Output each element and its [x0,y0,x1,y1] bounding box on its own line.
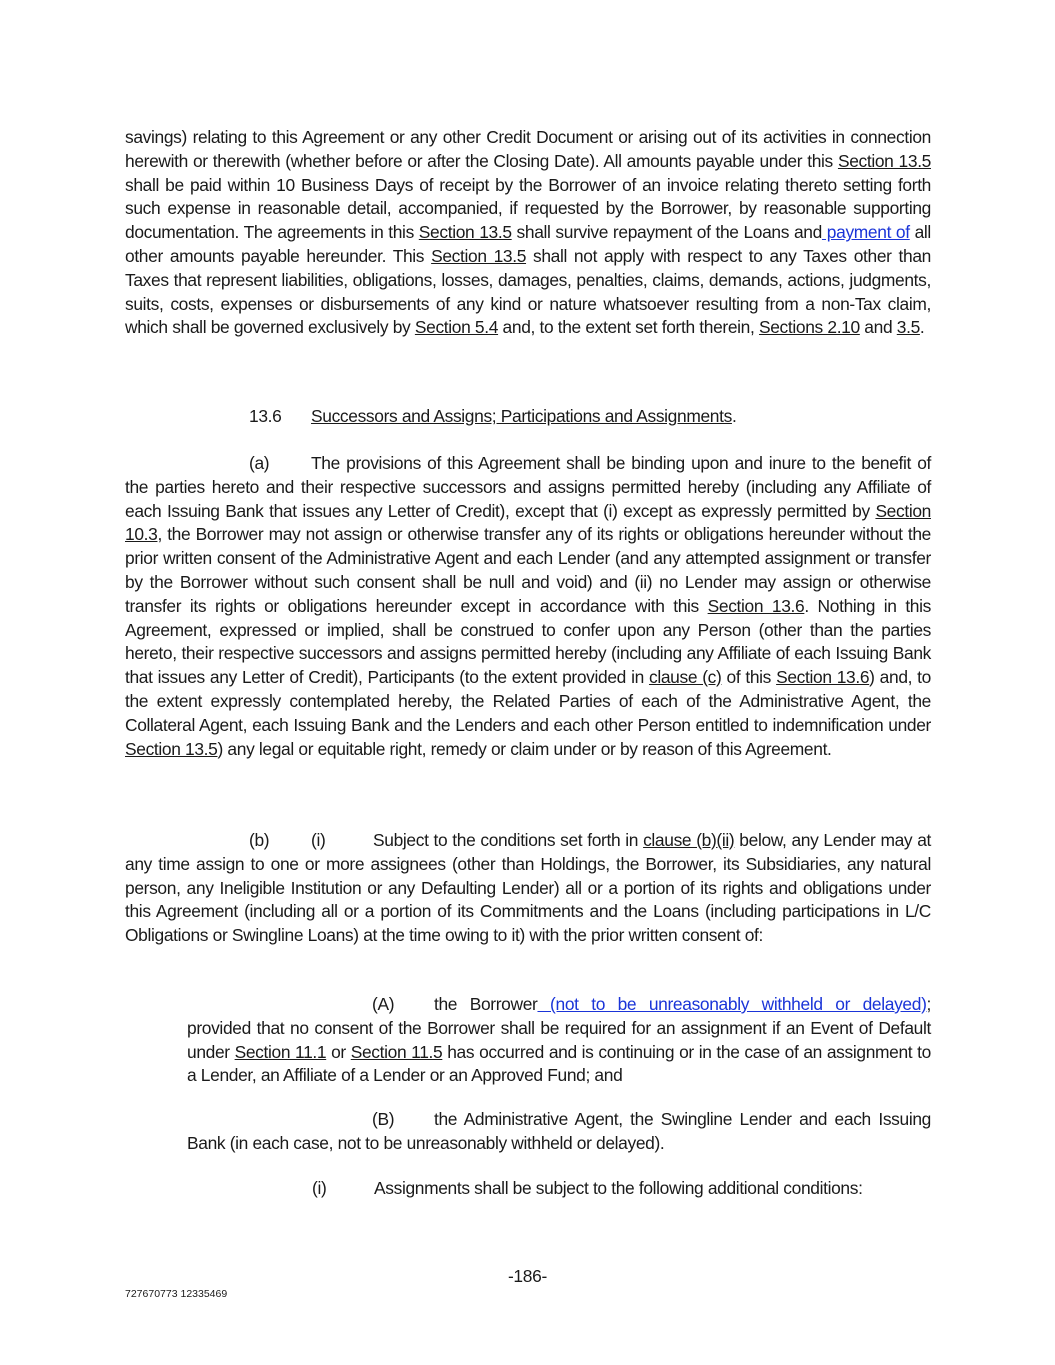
clause-ref: clause (b) [643,830,717,850]
page-number: -186- [507,1266,548,1286]
section-ref: Section 11.5 [350,1041,443,1062]
document-id: 727670773 12335469 [125,1288,228,1300]
paragraph-13-6-b-i-A: (A) the Borrower (not to be unreasonably withheld or delayed); provided that no consent of the Borrower shall be required for an assignment if an Event of Default under Section 11.1 or Section 11.5 has occurred and is continuing or in the case of an assignment to a Lender, an Affiliate of a Lender or an Approved Fund; and [187,994,931,1086]
clause-label: (A) [372,994,395,1014]
section-ref: Section 13.6 [707,595,805,616]
section-ref: Section 13.5 [431,245,527,266]
section-ref: Section 11.1 [234,1041,327,1062]
section-ref: Section 10.3 [125,500,931,545]
clause-label: (i) [312,1178,327,1198]
clause-label: (a) [249,453,270,473]
section-ref: Section 5.4 [414,317,499,338]
section-ref: 3.5 [896,317,920,338]
section-ref: Section 13.5 [125,738,218,759]
section-ref: Sections 2.10 [758,317,860,338]
section-ref: Section 13.5 [418,222,512,243]
paragraph-13-6-b-ii: (i) Assignments shall be subject to the following additional conditions: [187,1177,931,1201]
clause-label: (b) [249,830,270,850]
clause-ref: clause (c) [648,667,722,688]
section-heading-13-6: 13.6 Successors and Assigns; Participations and Assignments. [249,406,737,426]
clause-label: (B) [372,1109,395,1129]
paragraph-13-6-a: (a) The provisions of this Agreement shall be binding upon and inure to the benefit of the parties hereto and their respective successors and assigns permitted hereby (including any Affiliate of each Issuing Bank that issues any Letter of Credit), except that (i) except as expressly permitted by Section 10.3, the Borrower may not assign or otherwise transfer any of its rights or obligations hereunder without the prior written consent of the Administrative Agent and each Lender (and any attempted assignment or transfer by the Borrower without such consent shall be null and void) and (ii) no Lender may assign or otherwise transfer its rights or obligations hereunder except in accordance with this Section 13.6. Nothing in this Agreement, expressed or implied, shall be construed to confer upon any Person (other than the parties hereto, their respective successors and assigns permitted hereby (including any Affiliate of each Issuing Bank that issues any Letter of Credit), Participants (to the extent provided in clause (c) of this Section 13.6) and, to the extent expressly contemplated hereby, the Related Parties of each of the Administrative Agent, the Collateral Agent, each Issuing Bank and the Lenders and each other Person entitled to indemnification under Section 13.5) any legal or equitable right, remedy or claim under or by reason of this Agreement. [125,453,931,759]
subclause-label: (i) [311,830,326,850]
section-ref: Section 13.5 [837,150,931,171]
inserted-text: (not to be unreasonably withheld or delayed) [537,994,927,1014]
section-number: 13.6 [249,406,282,426]
paragraph-section-13-5-end: savings) relating to this Agreement or any other Credit Document or arising out of its activities in connection herewith or therewith (whether before or after the Closing Date). All amounts payable under this Section 13.5 shall be paid within 10 Business Days of receipt by the Borrower of an invoice relating thereto setting forth such expense in reasonable detail, accompanied, if requested by the Borrower, by reasonable supporting documentation. The agreements in this Section 13.5 shall survive repayment of the Loans and payment of all other amounts payable hereunder. This Section 13.5 shall not apply with respect to any Taxes other than Taxes that represent liabilities, obligations, losses, damages, penalties, claims, demands, actions, judgments, suits, costs, expenses or disbursements of any kind or nature whatsoever resulting from a non-Tax claim, which shall be governed exclusively by Section 5.4 and, to the extent set forth therein, Sections 2.10 and 3.5. [125,127,931,338]
section-title: Successors and Assigns; Participations and Assignments [311,406,732,426]
clause-ref: (ii) [716,830,735,850]
paragraph-13-6-b-i: (b) (i) Subject to the conditions set forth in clause (b)(ii) below, any Lender may at any time assign to one or more assignees (other than Holdings, the Borrower, its Subsidiaries, any natural person, any Ineligible Institution or any Defaulting Lender) all or a portion of its rights and obligations under this Agreement (including all or a portion of its Commitments and the Loans (including participations in L/C Obligations or Swingline Loans) at the time owing to it) with the prior written consent of: [125,830,932,946]
paragraph-13-6-b-i-B: (B) the Administrative Agent, the Swingline Lender and each Issuing Bank (in each case, not to be unreasonably withheld or delayed). [187,1109,931,1153]
section-ref: Section 13.6 [776,667,870,688]
inserted-text: payment of [821,222,910,243]
